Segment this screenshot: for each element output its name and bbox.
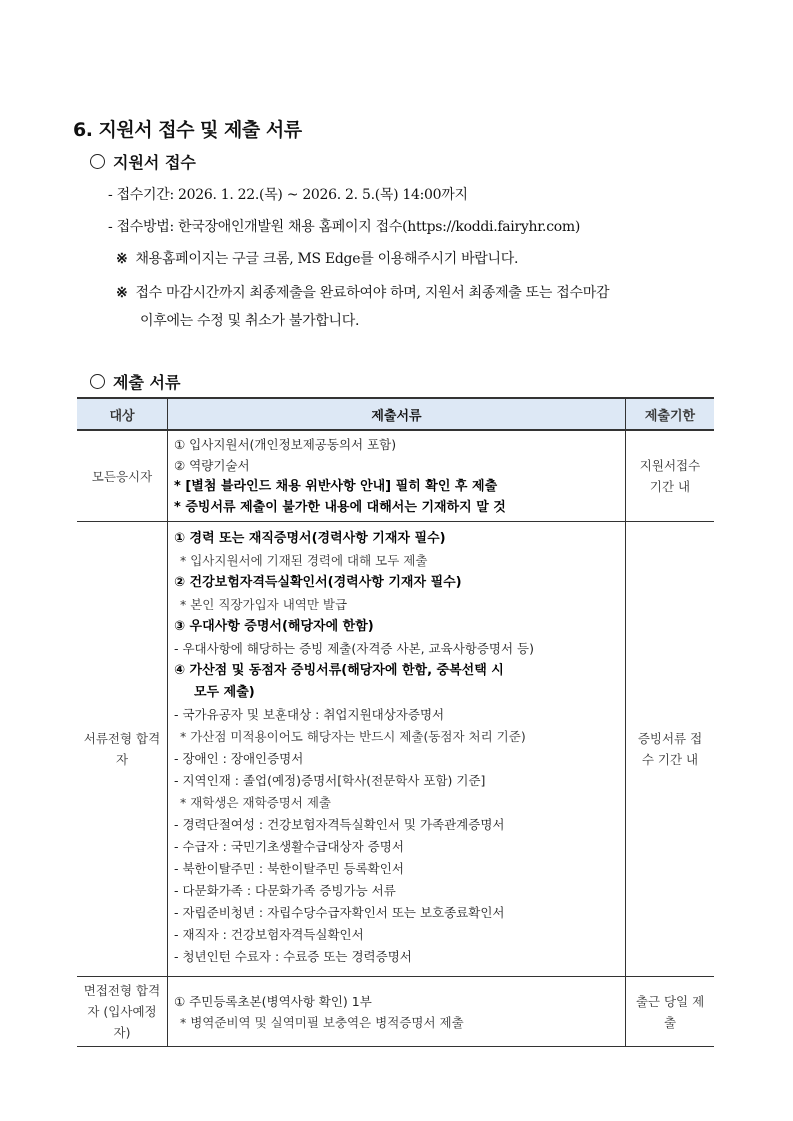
- note-deadline-text: 접수 마감시간까지 최종제출을 완료하여야 하며, 지원서 최종제출 또는 접수마감: [135, 285, 610, 301]
- document-item: ② 건강보험자격득실확인서(경력사항 기재자 필수): [174, 575, 462, 590]
- documents-cell: [168, 430, 626, 522]
- document-detail: - 다문화가족 : 다문화가족 증빙가능 서류: [174, 883, 396, 898]
- header-documents: 제출서류: [168, 398, 626, 430]
- document-detail: - 재직자 : 건강보험자격득실확인서: [174, 927, 364, 942]
- document-item: ① 주민등록초본(병역사항 확인) 1부: [174, 993, 372, 1009]
- document-detail: - 자립준비청년 : 자립수당수급자확인서 또는 보호종료확인서: [174, 905, 505, 920]
- document-detail: - 경력단절여성 : 건강보험자격득실확인서 및 가족관계증명서: [174, 817, 505, 832]
- document-detail: - 우대사항에 해당하는 증빙 제출(자격증 사본, 교육사항증명서 등): [174, 641, 535, 656]
- document-item: ② 역량기술서: [174, 458, 250, 473]
- header-deadline: 제출기한: [626, 398, 715, 430]
- document-note: * [별첨 블라인드 채용 위반사항 안내] 필히 확인 후 제출: [174, 479, 498, 494]
- document-note: * 본인 직장가입자 내역만 발급: [180, 597, 348, 612]
- document-detail: - 수급자 : 국민기초생활수급대상자 증명서: [174, 839, 404, 854]
- document-note: * 병역준비역 및 실역미필 보충역은 병적증명서 제출: [180, 1014, 464, 1030]
- reference-mark-icon: ※: [116, 251, 128, 267]
- document-detail: - 북한이탈주민 : 북한이탈주민 등록확인서: [174, 861, 404, 876]
- document-item: ① 입사지원서(개인정보제공동의서 포함): [174, 437, 397, 452]
- note-deadline-continued: 이후에는 수정 및 취소가 불가합니다.: [140, 313, 360, 329]
- documents-heading: [90, 370, 180, 393]
- deadline-cell: 증빙서류 접수 기간 내: [626, 522, 715, 977]
- document-detail: - 청년인턴 수료자 : 수료증 또는 경력증명서: [174, 949, 412, 964]
- application-method: - 접수방법: 한국장애인개발원 채용 홈페이지 접수(https://koddi.fairyhr.com): [108, 219, 581, 235]
- reference-mark-icon: ※: [116, 285, 128, 301]
- note-browser-text: 채용홈페이지는 구글 크롬, MS Edge를 이용해주시기 바랍니다.: [135, 251, 519, 267]
- document-note: * 가산점 미적용이어도 해당자는 반드시 제출(동점자 처리 기준): [180, 729, 526, 744]
- section-title: 6. 지원서 접수 및 제출 서류: [73, 119, 302, 141]
- document-note: * 증빙서류 제출이 불가한 내용에 대해서는 기재하지 말 것: [174, 500, 506, 515]
- documents-cell: [168, 522, 626, 977]
- table-row: [77, 430, 714, 522]
- document-detail: - 지역인재 : 졸업(예정)증명서[학사(전문학사 포함) 기준]: [174, 773, 486, 788]
- document-item: ③ 우대사항 증명서(해당자에 한함): [174, 619, 374, 634]
- target-cell: 모든응시자: [77, 430, 168, 522]
- note-deadline: [116, 282, 609, 302]
- header-target: 대상: [77, 398, 168, 430]
- note-browser: [116, 248, 518, 268]
- documents-cell: [168, 977, 626, 1047]
- document-item-continued: 모두 제출): [194, 685, 255, 700]
- table-header-row: [77, 398, 714, 430]
- deadline-cell: 지원서접수 기간 내: [626, 430, 715, 522]
- document-item: ① 경력 또는 재직증명서(경력사항 기재자 필수): [174, 531, 446, 546]
- table-row: [77, 977, 714, 1047]
- document-note: * 재학생은 재학증명서 제출: [180, 795, 331, 810]
- target-cell: 서류전형 합격자: [77, 522, 168, 977]
- application-heading-text: 지원서 접수: [113, 153, 196, 172]
- document-detail: - 국가유공자 및 보훈대상 : 취업지원대상자증명서: [174, 707, 445, 722]
- documents-heading-text: 제출 서류: [113, 373, 181, 392]
- application-period: - 접수기간: 2026. 1. 22.(목) ~ 2026. 2. 5.(목) 14:00까지: [108, 187, 468, 203]
- target-cell: 면접전형 합격자 (입사예정자): [77, 977, 168, 1047]
- document-note: * 입사지원서에 기재된 경력에 대해 모두 제출: [180, 553, 428, 568]
- application-heading: [90, 150, 196, 173]
- document-detail: - 장애인 : 장애인증명서: [174, 751, 304, 766]
- circle-bullet-icon: [90, 374, 105, 389]
- circle-bullet-icon: [90, 154, 105, 169]
- table-row: [77, 522, 714, 977]
- deadline-cell: 출근 당일 제출: [626, 977, 715, 1047]
- documents-table: [77, 397, 714, 1047]
- document-item: ④ 가산점 및 동점자 증빙서류(해당자에 한함, 중복선택 시: [174, 663, 504, 678]
